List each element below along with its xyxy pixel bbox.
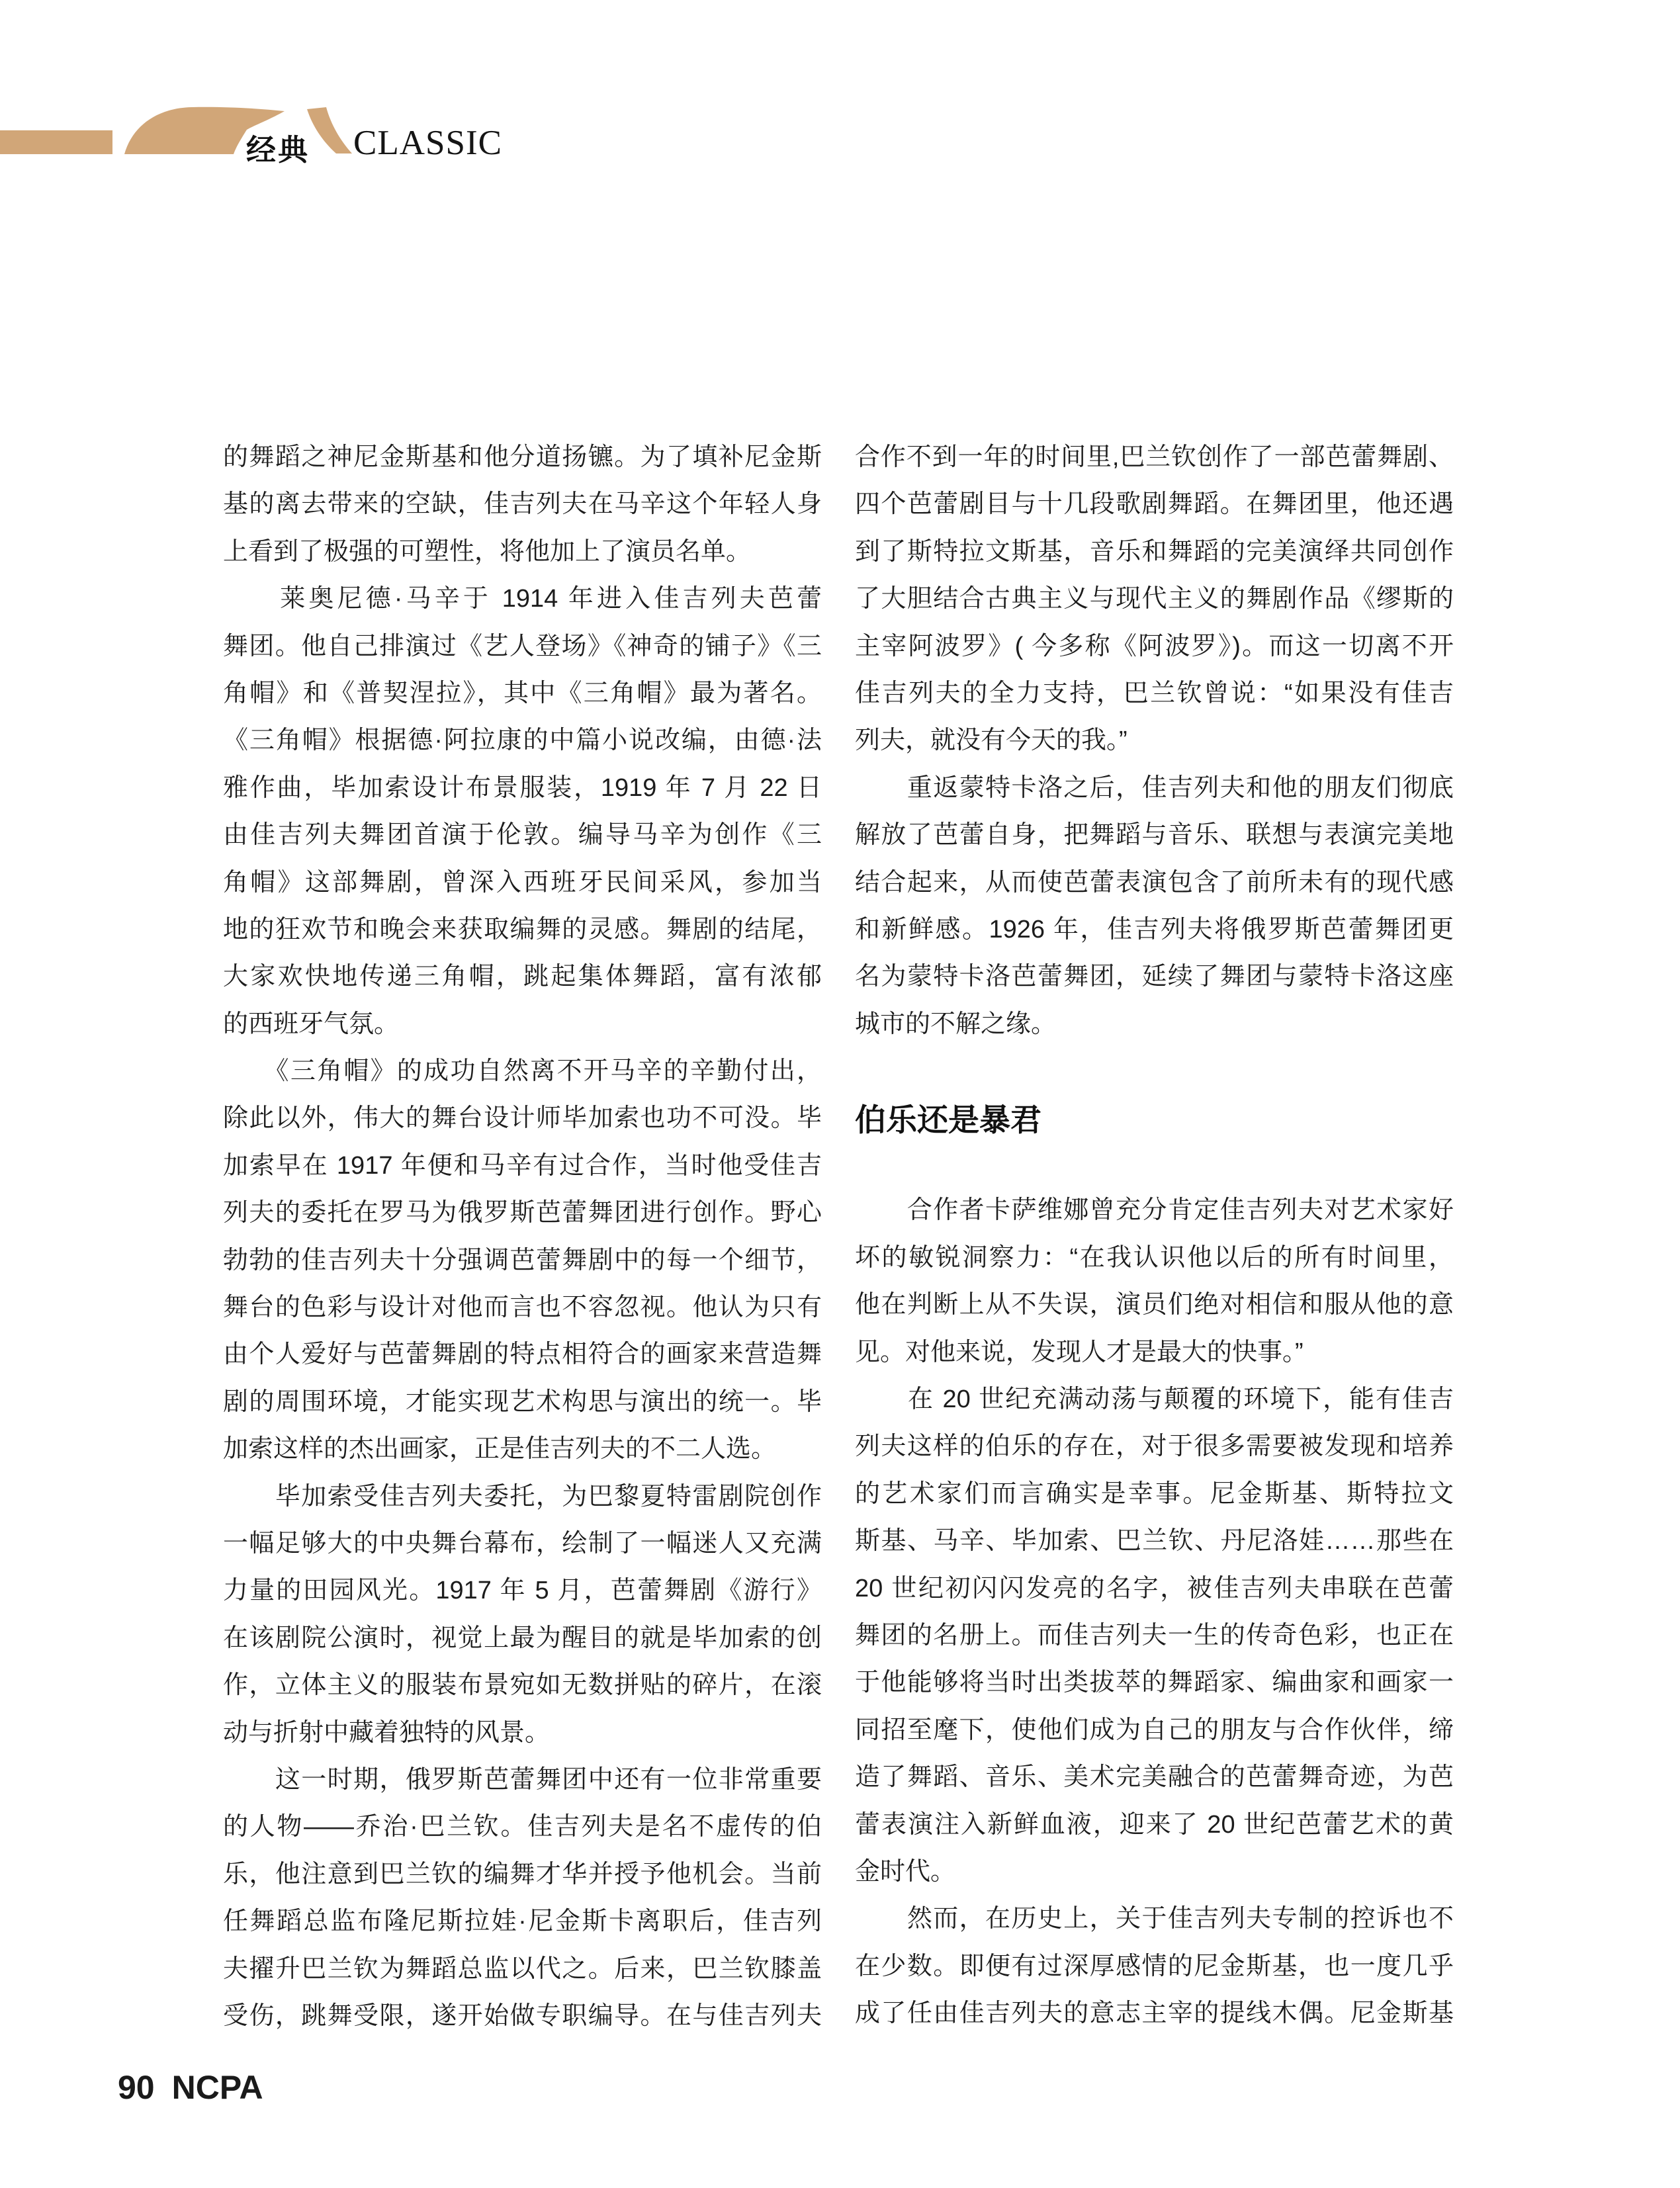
text-line: 的舞蹈之神尼金斯基和他分道扬镳。为了填补尼金斯 [223, 443, 822, 471]
text-line: 毕加索受佳吉列夫委托，为巴黎夏特雷剧院创作 [223, 1482, 822, 1510]
text-line: 合作不到一年的时间里,巴兰钦创作了一部芭蕾舞剧、 [855, 443, 1454, 471]
text-line: 加索这样的杰出画家，正是佳吉列夫的不二人选。 [223, 1435, 777, 1464]
ncpa-dome-arc-icon [0, 93, 371, 165]
text-line: 一幅足够大的中央舞台幕布，绘制了一幅迷人又充满 [223, 1529, 822, 1557]
text-line: 的西班牙气氛。 [223, 1010, 400, 1038]
text-line: 任舞蹈总监布隆尼斯拉娃·尼金斯卡离职后，佳吉列 [223, 1907, 822, 1936]
text-line: 斯基、马辛、毕加索、巴兰钦、丹尼洛娃……那些在 [855, 1527, 1454, 1555]
text-line: 在该剧院公演时，视觉上最为醒目的就是毕加索的创 [223, 1624, 822, 1652]
text-line: 乐，他注意到巴兰钦的编舞才华并授予他机会。当前 [223, 1860, 822, 1888]
text-line: 金时代。 [855, 1857, 956, 1886]
article-column-right [855, 434, 1454, 2038]
section-heading: 伯乐还是暴君 [855, 1102, 1041, 1138]
text-line: 和新鲜感。1926 年，佳吉列夫将俄罗斯芭蕾舞团更 [855, 915, 1454, 943]
column-right-upper [855, 434, 1454, 1048]
text-line: 他在判断上从不失误，演员们绝对相信和服从他的意 [855, 1291, 1454, 1319]
column-right-lower [855, 1187, 1454, 2037]
text-line: 到了斯特拉文斯基，音乐和舞蹈的完美演绎共同创作 [855, 537, 1454, 566]
text-line: 名为蒙特卡洛芭蕾舞团，延续了舞团与蒙特卡洛这座 [855, 963, 1454, 991]
section-label-en: CLASSIC [353, 124, 502, 162]
text-line: 坏的敏锐洞察力：“在我认识他以后的所有时间里， [855, 1243, 1454, 1272]
text-line: 地的狂欢节和晚会来获取编舞的灵感。舞剧的结尾， [223, 915, 822, 943]
text-line: 20 世纪初闪闪发亮的名字，被佳吉列夫串联在芭蕾 [855, 1574, 1454, 1602]
text-line: 主宰阿波罗》( 今多称《阿波罗》)。而这一切离不开 [855, 632, 1454, 660]
text-line: 由个人爱好与芭蕾舞剧的特点相符合的画家来营造舞 [223, 1340, 822, 1369]
text-line: 四个芭蕾剧目与十几段歌剧舞蹈。在舞团里，他还遇 [855, 490, 1454, 519]
text-line: 在 20 世纪充满动荡与颠覆的环境下，能有佳吉 [855, 1385, 1454, 1414]
text-line: 力量的田园风光。1917 年 5 月，芭蕾舞剧《游行》 [223, 1577, 822, 1605]
text-line: 由佳吉列夫舞团首演于伦敦。编导马辛为创作《三 [223, 821, 822, 850]
text-line: 同招至麾下，使他们成为自己的朋友与合作伙伴，缔 [855, 1716, 1454, 1744]
text-line: 然而，在历史上，关于佳吉列夫专制的控诉也不 [855, 1905, 1454, 1933]
text-line: 舞团的名册上。而佳吉列夫一生的传奇色彩，也正在 [855, 1621, 1454, 1649]
page-footer [118, 2068, 263, 2107]
text-line: 《三角帽》根据德·阿拉康的中篇小说改编，由德·法 [223, 726, 822, 755]
text-line: 解放了芭蕾自身，把舞蹈与音乐、联想与表演完美地 [855, 821, 1454, 850]
text-line: 雅作曲，毕加索设计布景服装，1919 年 7 月 22 日 [223, 773, 822, 802]
text-line: 夫擢升巴兰钦为舞蹈总监以代之。后来，巴兰钦膝盖 [223, 1954, 822, 1983]
text-line: 佳吉列夫的全力支持，巴兰钦曾说：“如果没有佳吉 [855, 679, 1454, 707]
text-line: 加索早在 1917 年便和马辛有过合作，当时他受佳吉 [223, 1151, 822, 1180]
journal-code: NCPA [171, 2069, 263, 2106]
text-line: 舞团。他自己排演过《艺人登场》《神奇的铺子》《三 [223, 632, 822, 660]
logo-swoosh [307, 107, 352, 153]
text-line: 列夫，就没有今天的我。” [855, 726, 1127, 755]
text-line: 舞台的色彩与设计对他而言也不容忽视。他认为只有 [223, 1293, 822, 1322]
text-line: 勃勃的佳吉列夫十分强调芭蕾舞剧中的每一个细节， [223, 1246, 822, 1274]
text-line: 《三角帽》的成功自然离不开马辛的辛勤付出， [223, 1057, 822, 1086]
text-line: 基的离去带来的空缺，佳吉列夫在马辛这个年轻人身 [223, 490, 822, 519]
text-line: 成了任由佳吉列夫的意志主宰的提线木偶。尼金斯基 [855, 1999, 1454, 2028]
text-line: 于他能够将当时出类拔萃的舞蹈家、编曲家和画家一 [855, 1669, 1454, 1697]
section-label-cn: 经典 [246, 133, 310, 167]
text-line: 动与折射中藏着独特的风景。 [223, 1718, 551, 1747]
text-line: 角帽》这部舞剧，曾深入西班牙民间采风，参加当 [223, 868, 822, 897]
logo-bar [0, 130, 112, 154]
text-line: 重返蒙特卡洛之后，佳吉列夫和他的朋友们彻底 [855, 773, 1454, 802]
text-line: 受伤，跳舞受限，遂开始做专职编导。在与佳吉列夫 [223, 2001, 822, 2030]
text-line: 上看到了极强的可塑性，将他加上了演员名单。 [223, 537, 752, 566]
text-line: 的艺术家们而言确实是幸事。尼金斯基、斯特拉文 [855, 1479, 1454, 1508]
text-line: 剧的周围环境，才能实现艺术构思与演出的统一。毕 [223, 1387, 822, 1416]
text-line: 在少数。即便有过深厚感情的尼金斯基，也一度几乎 [855, 1952, 1454, 1980]
text-line: 莱奥尼德·马辛于 1914 年进入佳吉列夫芭蕾 [223, 585, 822, 613]
text-line: 列夫的委托在罗马为俄罗斯芭蕾舞团进行创作。野心 [223, 1199, 822, 1227]
text-line: 造了舞蹈、音乐、美术完美融合的芭蕾舞奇迹，为芭 [855, 1763, 1454, 1792]
text-line: 这一时期，俄罗斯芭蕾舞团中还有一位非常重要 [223, 1765, 822, 1794]
text-line: 结合起来，从而使芭蕾表演包含了前所未有的现代感 [855, 868, 1454, 897]
text-line: 作，立体主义的服装布景宛如无数拼贴的碎片，在滚 [223, 1671, 822, 1700]
text-line: 列夫这样的伯乐的存在，对于很多需要被发现和培养 [855, 1432, 1454, 1461]
page-number: 90 [118, 2069, 155, 2106]
text-line: 了大胆结合古典主义与现代主义的舞剧作品《缪斯的 [855, 585, 1454, 613]
text-line: 蕾表演注入新鲜血液，迎来了 20 世纪芭蕾艺术的黄 [855, 1810, 1454, 1839]
text-line: 大家欢快地传递三角帽，跳起集体舞蹈，富有浓郁 [223, 963, 822, 991]
text-line: 城市的不解之缘。 [855, 1010, 1057, 1038]
article-column-left [223, 434, 822, 2040]
text-line: 合作者卡萨维娜曾充分肯定佳吉列夫对艺术家好 [855, 1196, 1454, 1225]
text-line: 除此以外，伟大的舞台设计师毕加索也功不可没。毕 [223, 1104, 822, 1133]
text-line: 角帽》和《普契涅拉》，其中《三角帽》最为著名。 [223, 679, 822, 707]
text-line: 的人物——乔治·巴兰钦。佳吉列夫是名不虚传的伯 [223, 1813, 822, 1841]
text-line: 见。对他来说，发现人才是最大的快事。” [855, 1338, 1304, 1366]
